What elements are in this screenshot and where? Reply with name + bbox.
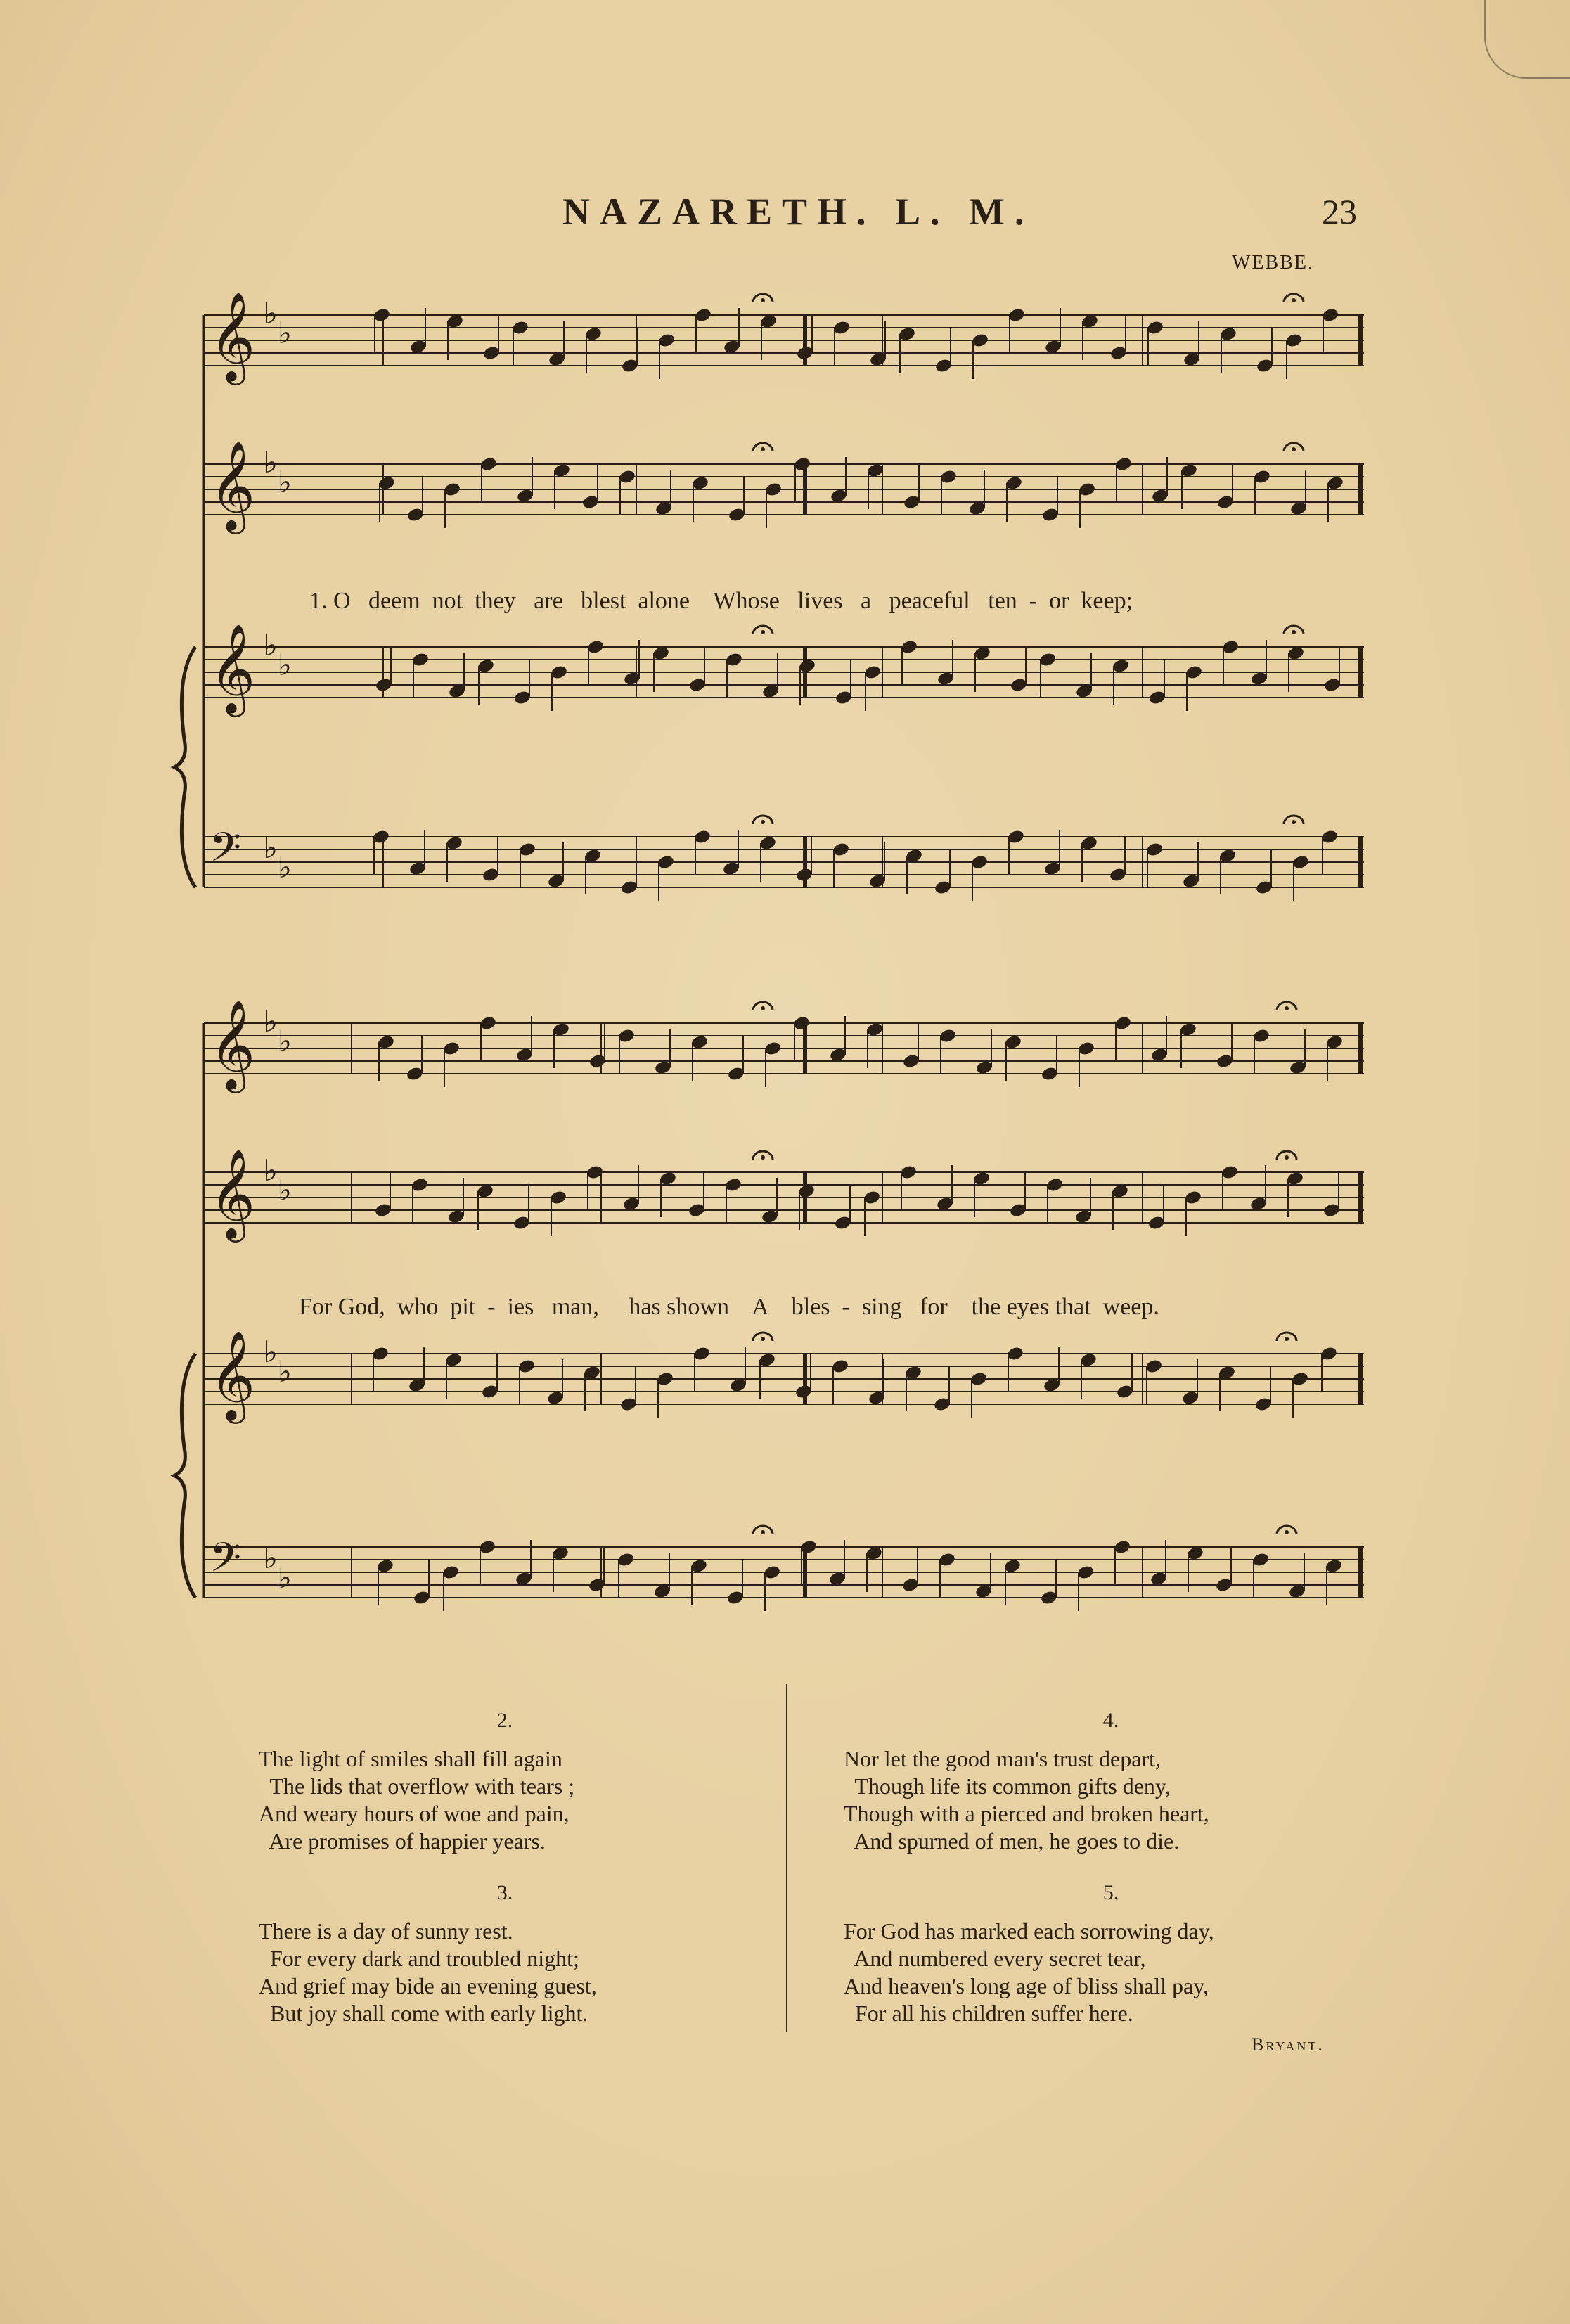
verse-line: For every dark and troubled night;: [259, 1946, 579, 1971]
hymn-title: NAZARETH. L. M.: [562, 191, 1034, 233]
page-number: 23: [1322, 192, 1357, 231]
fermata-dot: [761, 630, 765, 634]
verse-line: The light of smiles shall fill again: [259, 1746, 562, 1771]
fermata-dot: [761, 1155, 765, 1160]
bass-clef-icon: 𝄢: [210, 823, 242, 881]
fermata-dot: [1285, 1337, 1289, 1341]
treble-clef-icon: 𝄞: [210, 999, 256, 1089]
verse-5: [844, 1881, 1378, 2027]
bass-clef-icon: 𝄢: [210, 1534, 242, 1591]
flat-icon: ♭: [264, 296, 278, 330]
verse-line: And grief may bide an evening guest,: [259, 1973, 597, 1998]
verse-line: For God has marked each sorrowing day,: [844, 1918, 1214, 1944]
flat-icon: ♭: [278, 1173, 292, 1207]
verse-line: There is a day of sunny rest.: [259, 1918, 513, 1944]
brace-icon: [174, 1354, 195, 1598]
fermata-dot: [1292, 298, 1296, 302]
flat-icon: ♭: [264, 1153, 278, 1188]
verse-2: [259, 1709, 751, 1855]
fermata-dot: [1292, 820, 1296, 824]
flat-icon: ♭: [264, 1004, 278, 1039]
fermata-dot: [761, 298, 765, 302]
verse-3: [259, 1881, 751, 2027]
flat-icon: ♭: [278, 465, 292, 499]
verse-line: Are promises of happier years.: [259, 1828, 546, 1854]
fermata-dot: [1285, 1155, 1289, 1160]
flat-icon: ♭: [278, 1354, 292, 1389]
lyric-line-1: 1. O deem not they are blest alone Whose lives a peaceful ten - or keep;: [309, 588, 1133, 614]
fermata-dot: [761, 1337, 765, 1341]
verse-line: And numbered every secret tear,: [844, 1946, 1146, 1971]
flat-icon: ♭: [278, 850, 292, 885]
flat-icon: ♭: [264, 1335, 278, 1369]
composer-credit: WEBBE.: [1232, 252, 1314, 274]
verse-line: Nor let the good man's trust depart,: [844, 1746, 1161, 1771]
verse-line: And weary hours of woe and pain,: [259, 1801, 570, 1826]
fermata-dot: [761, 1530, 765, 1534]
fermata-dot: [1285, 1006, 1289, 1010]
flat-icon: ♭: [264, 628, 278, 662]
verse-number: 2.: [496, 1709, 513, 1732]
verse-line: For all his children suffer here.: [844, 2001, 1133, 2026]
verse-number: 4.: [1102, 1709, 1119, 1732]
lyric-line-2: For God, who pit - ies man, has shown A bles - sing for the eyes that weep.: [299, 1294, 1159, 1320]
verse-4: [844, 1709, 1378, 1855]
fermata-dot: [761, 1006, 765, 1010]
verse-number: 5.: [1102, 1881, 1119, 1904]
verse-line: But joy shall come with early light.: [259, 2001, 588, 2026]
flat-icon: ♭: [278, 648, 292, 682]
treble-clef-icon: 𝄞: [210, 291, 256, 381]
flat-icon: ♭: [278, 1024, 292, 1058]
fermata-dot: [761, 447, 765, 451]
column-divider: [786, 1684, 787, 2032]
fermata-dot: [1285, 1530, 1289, 1534]
treble-clef-icon: 𝄞: [210, 623, 256, 713]
flat-icon: ♭: [278, 316, 292, 350]
verse-line: And heaven's long age of bliss shall pay,: [844, 1973, 1209, 1998]
verse-line: Though with a pierced and broken heart,: [844, 1801, 1209, 1826]
verse-line: And spurned of men, he goes to die.: [844, 1828, 1180, 1854]
treble-clef-icon: 𝄞: [210, 1330, 256, 1420]
author-credit: Bryant.: [1252, 2034, 1325, 2055]
treble-clef-icon: 𝄞: [210, 440, 256, 530]
flat-icon: ♭: [264, 830, 278, 865]
treble-clef-icon: 𝄞: [210, 1148, 256, 1238]
fermata-dot: [1292, 630, 1296, 634]
verse-line: The lids that overflow with tears ;: [259, 1773, 575, 1799]
brace-icon: [174, 647, 195, 887]
flat-icon: ♭: [264, 445, 278, 480]
verse-line: Though life its common gifts deny,: [844, 1773, 1171, 1799]
flat-icon: ♭: [278, 1560, 292, 1595]
flat-icon: ♭: [264, 1541, 278, 1575]
verse-number: 3.: [496, 1881, 513, 1904]
fermata-dot: [761, 820, 765, 824]
fermata-dot: [1292, 447, 1296, 451]
